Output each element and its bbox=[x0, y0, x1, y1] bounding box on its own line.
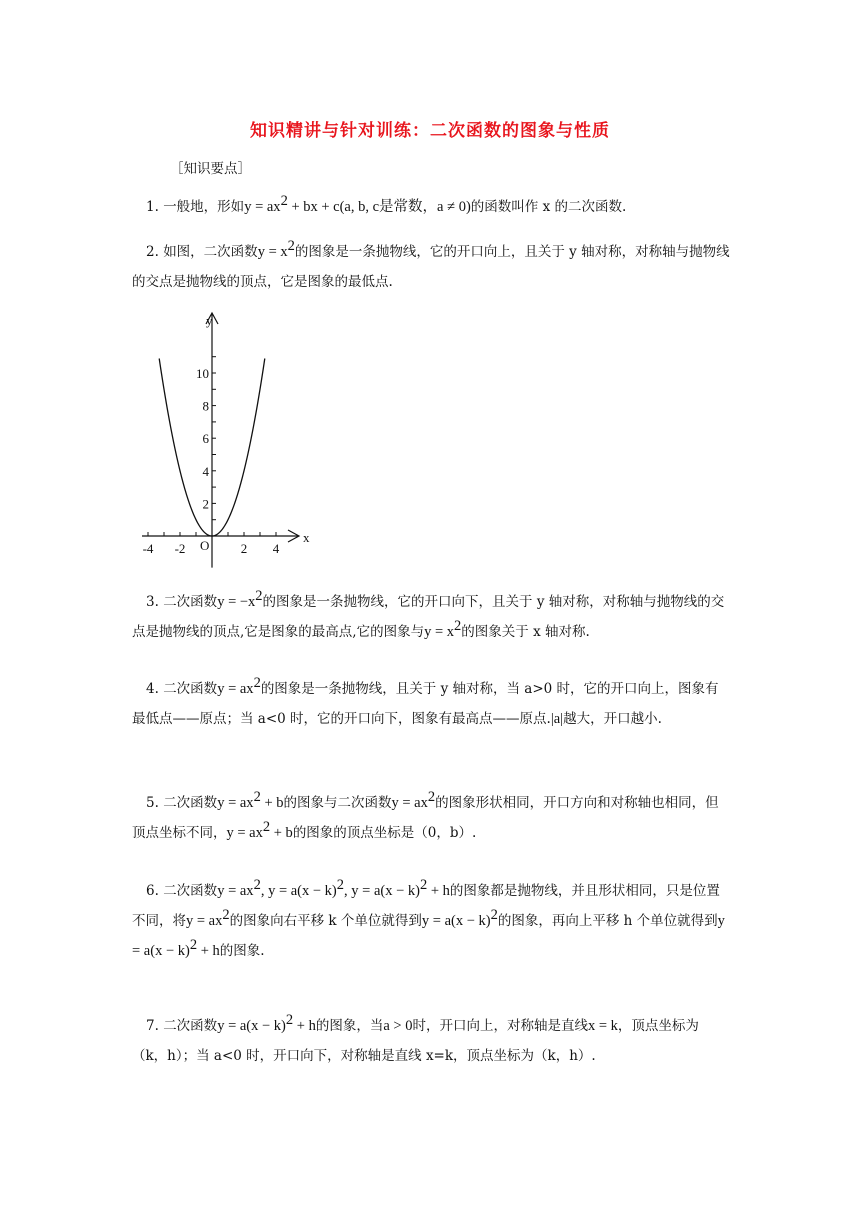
p7-text-c: 时，开口向上，对称轴是直线 bbox=[412, 1018, 588, 1034]
y-axis-label: y bbox=[206, 313, 213, 328]
p2-text-b: 的图象是一条抛物线，它的开口向上，且关于 y 轴对称，对称轴与抛物线的交点是抛物线的顶点，它是图象的最低点. bbox=[132, 244, 730, 290]
p4-number: 4. bbox=[146, 681, 159, 697]
x-tick-label: 2 bbox=[240, 541, 248, 556]
p3-sup-2: 2 bbox=[454, 618, 462, 634]
p6-formula-1d: + h bbox=[427, 883, 450, 899]
p7-formula-1b: + h bbox=[293, 1018, 316, 1034]
parabola-figure bbox=[128, 308, 328, 568]
origin-label: O bbox=[200, 538, 210, 553]
p7-formula-3: x = k bbox=[587, 1018, 618, 1034]
p4-text-b: 的图象是一条抛物线，且关于 y 轴对称，当 a>0 时，它的开口向上，图象有最低点——原点；当 a<0 时，它的开口向下，图象有最高点——原点. bbox=[132, 681, 719, 727]
p1-text-b: 的函数叫作 x 的二次函数. bbox=[470, 199, 627, 215]
x-tick-label: 4 bbox=[272, 541, 280, 556]
p6-text-c: 的图象向右平移 k 个单位就得到 bbox=[229, 913, 422, 929]
p7-number: 7. bbox=[146, 1018, 159, 1034]
p6-sup-4: 2 bbox=[189, 937, 198, 953]
p4-text-a: 二次函数 bbox=[163, 681, 218, 697]
p5-formula-2: y = ax bbox=[391, 795, 428, 811]
p6-formula-2: y = ax bbox=[186, 913, 223, 929]
p7-text-d: ，顶点坐标为（k，h）；当 a<0 时，开口向下，对称轴是直线 x=k，顶点坐标为（k，h）. bbox=[132, 1018, 699, 1064]
p3-text-b: 的图象是一条抛物线，它的开口向下，且关于 y 轴对称，对称轴与抛物线的交点是抛物线的顶点,它是图象的最高点,它的图象与 bbox=[132, 594, 725, 640]
p4-sup: 2 bbox=[253, 675, 261, 691]
x-tick-label: -4 bbox=[142, 541, 154, 556]
p6-formula-4b: + h bbox=[197, 943, 220, 959]
p6-formula-4: y = a(x − k) bbox=[132, 913, 725, 959]
paragraph-7 bbox=[132, 1011, 732, 1071]
p6-formula-1c: , y = a(x − k) bbox=[344, 883, 420, 899]
p2-text-a: 如图，二次函数 bbox=[163, 244, 258, 260]
p6-sup-2: 2 bbox=[222, 907, 230, 923]
p4-text-d: 越大，开口越小. bbox=[563, 711, 662, 727]
p3-formula: y = −x bbox=[217, 594, 256, 610]
p2-sup: 2 bbox=[287, 238, 295, 254]
doc-title: 知识精讲与针对训练：二次函数的图象与性质 bbox=[250, 121, 610, 141]
paragraph-1 bbox=[132, 192, 732, 222]
p6-sup-1c: 2 bbox=[419, 877, 428, 893]
p6-formula-1: y = ax bbox=[217, 883, 254, 899]
p6-text-d: 的图象，再向上平移 h 个单位就得到 bbox=[497, 913, 718, 929]
p3-text-a: 二次函数 bbox=[163, 594, 218, 610]
p3-sup: 2 bbox=[255, 588, 263, 604]
p4-formula: y = ax bbox=[217, 681, 254, 697]
p5-text-a: 二次函数 bbox=[163, 795, 218, 811]
p6-formula-1b: , y = a(x − k) bbox=[260, 883, 337, 899]
paragraph-4 bbox=[132, 674, 732, 734]
section-heading: ［知识要点］ bbox=[170, 161, 251, 177]
p3-text-c: 的图象关于 x 轴对称. bbox=[461, 624, 590, 640]
p4-abs-a: |a| bbox=[550, 711, 564, 727]
p6-number: 6. bbox=[146, 883, 159, 899]
p6-sup-1b: 2 bbox=[336, 877, 345, 893]
p5-formula-3b: + b bbox=[270, 825, 293, 841]
p5-number: 5. bbox=[146, 795, 159, 811]
y-tick-label: 4 bbox=[202, 463, 209, 479]
p7-formula-1: y = a(x − k) bbox=[217, 1018, 286, 1034]
p1-text-a: 一般地，形如 bbox=[163, 199, 245, 215]
p7-text-b: 的图象，当 bbox=[315, 1018, 384, 1034]
p5-formula-1b: + b bbox=[260, 795, 284, 811]
paragraph-6 bbox=[132, 876, 732, 966]
y-tick-label: 8 bbox=[202, 398, 209, 414]
p6-text-e: 的图象. bbox=[219, 943, 265, 959]
p5-text-b: 的图象与二次函数 bbox=[283, 795, 392, 811]
p5-text-c: 的图象形状相同，开口方向和对称轴也相同，但顶点坐标不同， bbox=[132, 795, 719, 841]
paragraph-5 bbox=[132, 788, 732, 848]
x-axis-label: x bbox=[303, 530, 310, 545]
p6-text-b: 的图象都是抛物线，并且形状相同，只是位置不同，将 bbox=[132, 883, 720, 929]
p2-number: 2. bbox=[146, 244, 159, 260]
x-tick-label: -2 bbox=[174, 541, 186, 556]
p3-formula-2: y = x bbox=[424, 624, 455, 640]
p6-text-a: 二次函数 bbox=[163, 883, 218, 899]
p6-formula-3: y = a(x − k) bbox=[421, 913, 491, 929]
p6-sup-1: 2 bbox=[253, 877, 261, 893]
y-tick-label: 2 bbox=[202, 496, 209, 512]
p7-formula-2: a > 0 bbox=[383, 1018, 413, 1034]
p5-formula-1: y = ax bbox=[217, 795, 254, 811]
p5-sup-2: 2 bbox=[427, 789, 436, 805]
paragraph-3 bbox=[132, 587, 732, 647]
p1-formula-2: + bx + c(a, b, c是常数，a ≠ 0) bbox=[287, 199, 471, 215]
p3-number: 3. bbox=[146, 594, 159, 610]
p5-formula-3: y = ax bbox=[226, 825, 263, 841]
p5-text-d: 的图象的顶点坐标是（0，b）. bbox=[292, 825, 477, 841]
p1-formula: y = ax bbox=[244, 199, 281, 215]
y-tick-label: 10 bbox=[196, 366, 209, 381]
p6-sup-3: 2 bbox=[490, 907, 498, 923]
p2-formula: y = x bbox=[257, 244, 288, 260]
p5-sup-3: 2 bbox=[262, 819, 271, 835]
p5-sup-1: 2 bbox=[253, 789, 261, 805]
p7-text-a: 二次函数 bbox=[163, 1018, 218, 1034]
p7-sup-1: 2 bbox=[285, 1012, 294, 1028]
p1-number: 1. bbox=[146, 199, 159, 215]
paragraph-2 bbox=[132, 237, 732, 297]
p1-sup: 2 bbox=[280, 193, 288, 209]
y-tick-label: 6 bbox=[202, 431, 209, 447]
